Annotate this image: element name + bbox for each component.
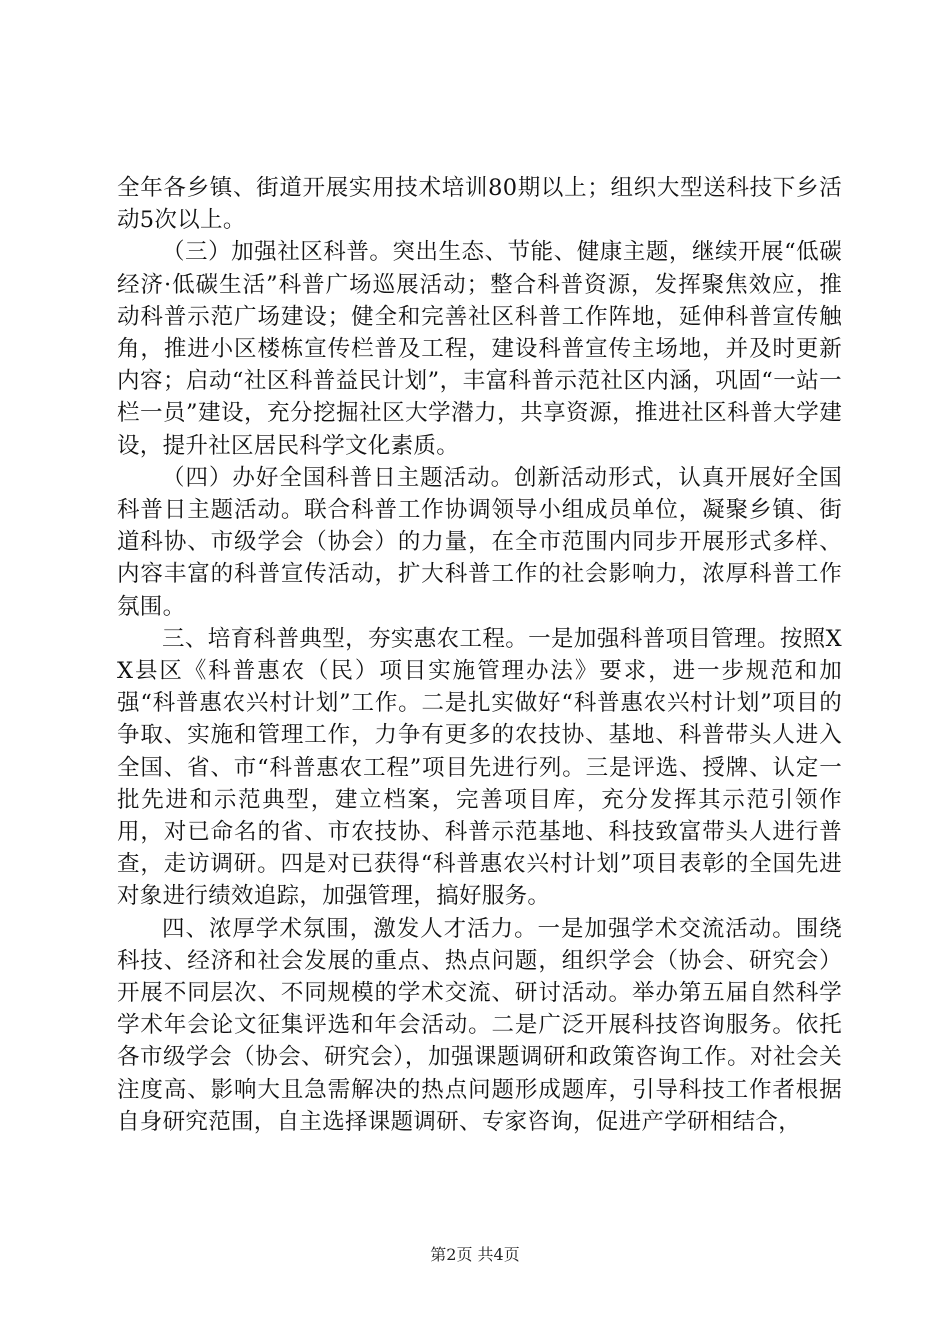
paragraph-continued: 全年各乡镇、街道开展实用技术培训80期以上；组织大型送科技下乡活动5次以上。	[117, 175, 842, 234]
paragraph-benefit-farmers: 三、培育科普典型，夯实惠农工程。一是加强科普项目管理。按照XX县区《科普惠农（民）项目实施管理办法》要求，进一步规范和加强“科普惠农兴村计划”工作。二是扎实做好“科普惠农兴村计划”项目的争取、实施和管理工作，力争有更多的农技协、基地、科普带头人进入全国、省、市“科普惠农工程”项目先进行列。三是评选、授牌、认定一批先进和示范典型，建立档案，完善项目库，充分发挥其示范引领作用，对已命名的省、市农技协、科普示范基地、科技致富带头人进行普查，走访调研。四是对已获得“科普惠农兴村计划”项目表彰的全国先进对象进行绩效追踪，加强管理，搞好服务。	[117, 625, 842, 910]
paragraph-science-day: （四）办好全国科普日主题活动。创新活动形式，认真开展好全国科普日主题活动。联合科普工作协调领导小组成员单位，凝聚乡镇、街道科协、市级学会（协会）的力量，在全市范围内同步开展形式多样、内容丰富的科普宣传活动，扩大科普工作的社会影响力，浓厚科普工作氛围。	[117, 464, 842, 620]
page-number-footer: 第2页 共4页	[430, 1245, 520, 1264]
paragraph-academic-atmosphere: 四、浓厚学术氛围，激发人才活力。一是加强学术交流活动。围绕科技、经济和社会发展的重点、热点问题，组织学会（协会、研究会）开展不同层次、不同规模的学术交流、研讨活动。举办第五届自然科学学术年会论文征集评选和年会活动。二是广泛开展科技咨询服务。依托各市级学会（协会、研究会），加强课题调研和政策咨询工作。对社会关注度高、影响大且急需解决的热点问题形成题库，引导科技工作者根据自身研究范围，自主选择课题调研、专家咨询，促进产学研相结合，	[117, 915, 842, 1135]
paragraph-community-science: （三）加强社区科普。突出生态、节能、健康主题，继续开展“低碳经济·低碳生活”科普广场巡展活动；整合科普资源，发挥聚焦效应，推动科普示范广场建设；健全和完善社区科普工作阵地，延伸科普宣传触角，推进小区楼栋宣传栏普及工程，建设科普宣传主场地，并及时更新内容；启动“社区科普益民计划”，丰富科普示范社区内涵，巩固“一站一栏一员”建设，充分挖掘社区大学潜力，共享资源，推进社区科普大学建设，提升社区居民科学文化素质。	[117, 239, 842, 459]
document-body	[117, 172, 842, 1138]
